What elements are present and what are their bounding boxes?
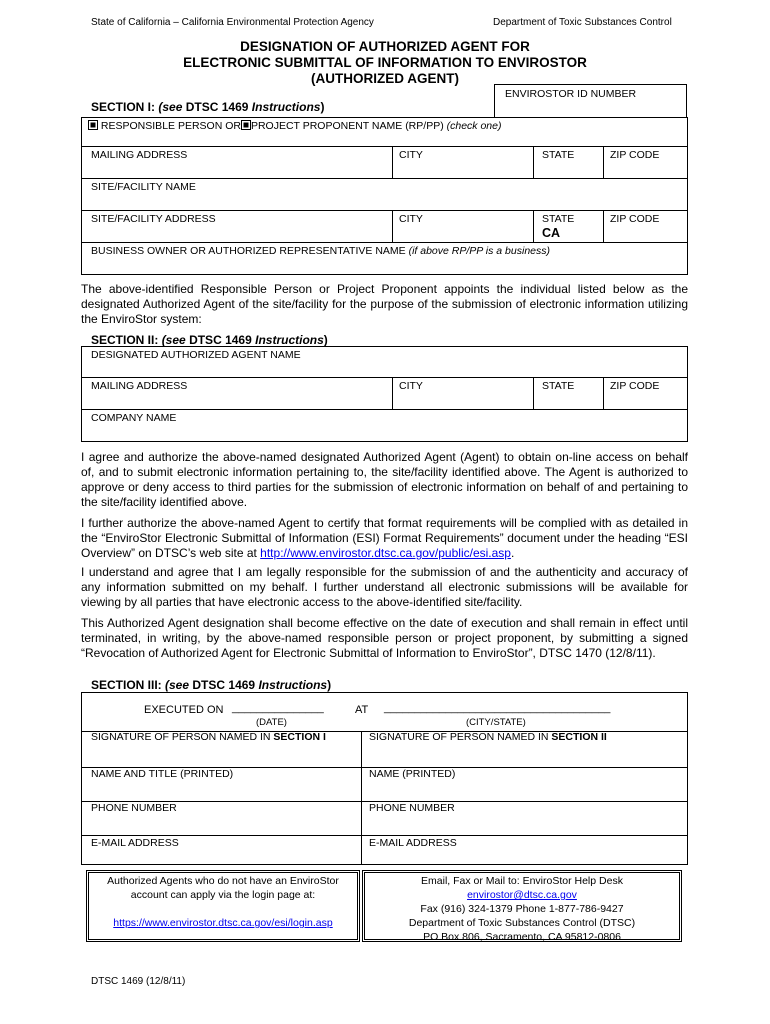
section1-heading: SECTION I: (see DTSC 1469 Instructions): [91, 100, 325, 114]
rp-checkbox[interactable]: [88, 120, 98, 130]
executed-on-label: EXECUTED ON: [144, 704, 224, 716]
help-desk-line: Email, Fax or Mail to: EnviroStor Help Desk: [421, 875, 623, 887]
s1-state[interactable]: STATE: [542, 149, 575, 161]
footer-left-line1: Authorized Agents who do not have an EnviroStor: [107, 875, 339, 887]
s1-state2-value: CA: [542, 226, 561, 240]
phone1-label[interactable]: PHONE NUMBER: [91, 802, 177, 814]
rp-label: RESPONSIBLE PERSON OR: [100, 120, 241, 132]
executed-date-field[interactable]: _______________: [232, 702, 324, 714]
format-paragraph: I further authorize the above-named Agent to certify that format requirements will be complied with as detailed in the “EnviroStor Electronic Submittal of Information (ESI) Format Requirements” document under the heading “ESI Overview” on DTSC’s web site at http://www.envirostor.dtsc.ca.gov/public/esi.asp.: [81, 516, 688, 560]
address-line: PO Box 806, Sacramento, CA 95812-0806: [423, 931, 621, 943]
s1-business-owner[interactable]: BUSINESS OWNER OR AUTHORIZED REPRESENTATIVE NAME (if above RP/PP is a business): [91, 245, 550, 257]
section2-box: [81, 346, 688, 442]
esi-link[interactable]: http://www.envirostor.dtsc.ca.gov/public/esi.asp: [260, 546, 511, 560]
form-title-line3: (AUTHORIZED AGENT): [311, 71, 459, 86]
section3-heading: SECTION III: (see DTSC 1469 Instructions): [91, 678, 332, 692]
envirostor-id-label: ENVIROSTOR ID NUMBER: [505, 88, 637, 100]
date-label: (DATE): [256, 717, 287, 728]
s1-site-address[interactable]: SITE/FACILITY ADDRESS: [91, 213, 216, 225]
check-one-note: (check one): [446, 120, 502, 132]
email1-label[interactable]: E-MAIL ADDRESS: [91, 837, 179, 849]
s2-city[interactable]: CITY: [399, 380, 423, 392]
pp-label: PROJECT PROPONENT NAME (RP/PP): [250, 120, 444, 132]
sig2-label[interactable]: SIGNATURE OF PERSON NAMED IN SECTION II: [369, 731, 607, 743]
city-state-label: (CITY/STATE): [466, 717, 526, 728]
section2-heading: SECTION II: (see DTSC 1469 Instructions): [91, 333, 328, 347]
s1-zip2[interactable]: ZIP CODE: [610, 213, 660, 225]
department-line: Department of Toxic Substances Control (DTSC): [408, 917, 636, 929]
executed-city-field[interactable]: _____________________________________: [384, 702, 611, 714]
s2-mailing-address[interactable]: MAILING ADDRESS: [91, 380, 188, 392]
form-title-line1: DESIGNATION OF AUTHORIZED AGENT FOR: [240, 39, 530, 54]
effective-paragraph: This Authorized Agent designation shall become effective on the date of execution and shall remain in effect until terminated, in writing, by the above-named responsible person or project proponent, by submitting a signed “Revocation of Authorized Agent for Electronic Submittal of Information to EnviroStor”, DTSC 1470 (12/8/11).: [81, 616, 688, 660]
s2-company[interactable]: COMPANY NAME: [91, 412, 177, 424]
footer-right-box: [362, 870, 682, 942]
s2-zip[interactable]: ZIP CODE: [610, 380, 660, 392]
pp-checkbox[interactable]: [241, 120, 251, 130]
s1-site-name[interactable]: SITE/FACILITY NAME: [91, 181, 196, 193]
s1-state2[interactable]: STATE: [542, 213, 575, 225]
sig1-label[interactable]: SIGNATURE OF PERSON NAMED IN SECTION I: [91, 731, 326, 743]
phone2-label[interactable]: PHONE NUMBER: [369, 802, 455, 814]
responsibility-paragraph: I understand and agree that I am legally responsible for the submission of and the authenticity and accuracy of any information submitted on my behalf. I further understand all electronic submissions will be available for viewing by all parties that have electronic access to the above-identified site/facility.: [81, 565, 688, 609]
at-label: AT: [355, 704, 369, 716]
s2-state[interactable]: STATE: [542, 380, 575, 392]
s1-city2[interactable]: CITY: [399, 213, 423, 225]
help-desk-email[interactable]: envirostor@dtsc.ca.gov: [467, 889, 577, 901]
fax-phone-line: Fax (916) 324-1379 Phone 1-877-786-9427: [420, 903, 624, 915]
footer-left-box: [86, 870, 360, 942]
header-agency: State of California – California Environmental Protection Agency: [91, 17, 374, 28]
form-title-line2: ELECTRONIC SUBMITTAL OF INFORMATION TO ENVIROSTOR: [183, 55, 587, 70]
envirostor-id-field[interactable]: [494, 84, 687, 118]
s1-city[interactable]: CITY: [399, 149, 423, 161]
section3-box: [81, 692, 688, 865]
header-department: Department of Toxic Substances Control: [493, 17, 672, 28]
section1-box: [81, 117, 688, 275]
appointment-paragraph: The above-identified Responsible Person or Project Proponent appoints the individual listed below as the designated Authorized Agent of the site/facility for the purpose of the submission of electronic information utilizing the EnviroStor system:: [81, 282, 688, 326]
name-printed-label[interactable]: NAME (PRINTED): [369, 768, 456, 780]
login-link[interactable]: https://www.envirostor.dtsc.ca.gov/esi/login.asp: [113, 917, 333, 929]
name-title-label[interactable]: NAME AND TITLE (PRINTED): [91, 768, 234, 780]
s1-mailing-address[interactable]: MAILING ADDRESS: [91, 149, 188, 161]
form-code: DTSC 1469 (12/8/11): [91, 976, 186, 987]
authorization-paragraph: I agree and authorize the above-named designated Authorized Agent (Agent) to obtain on-line access on behalf of, and to submit electronic information pertaining to, the site/facility identified above. The Agent is authorized to approve or deny access to third parties for the submission of electronic information on behalf of and pertaining to the site/facility identified above.: [81, 450, 688, 509]
s2-agent-name[interactable]: DESIGNATED AUTHORIZED AGENT NAME: [91, 349, 301, 361]
email2-label[interactable]: E-MAIL ADDRESS: [369, 837, 457, 849]
s1-zip[interactable]: ZIP CODE: [610, 149, 660, 161]
footer-left-line2: account can apply via the login page at:: [130, 889, 316, 901]
